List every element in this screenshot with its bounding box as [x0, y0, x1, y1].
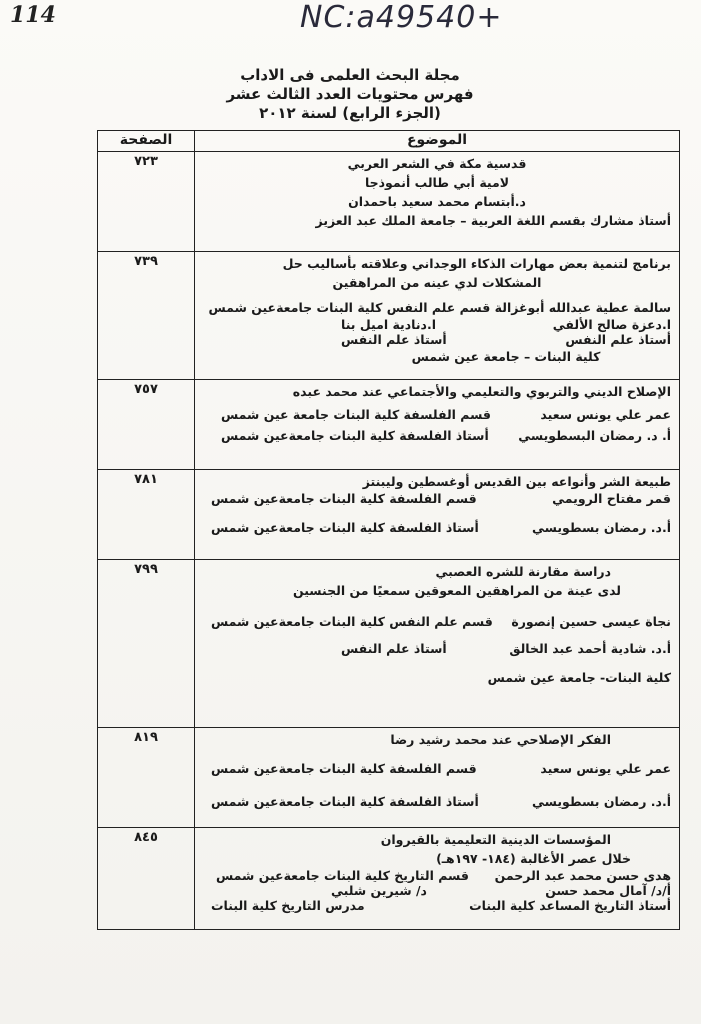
supervisor-affiliation: أستاذ الفلسفة كلية البنات جامعةعين شمس	[221, 428, 489, 443]
table-row	[98, 828, 680, 930]
issue-part: (الجزء الرابع) لسنة ٢٠١٢	[259, 104, 441, 122]
article-title: قدسية مكة في الشعر العربي	[347, 156, 527, 171]
article-title: الإصلاح الديني والتربوي والتعليمي والأجتماعي عند محمد عبده	[292, 384, 671, 399]
author-row	[216, 868, 671, 883]
author-name: د.أبتسام محمد سعيد باحمدان	[348, 194, 526, 209]
article-title-cont: لدى عينة من المراهقين المعوقين سمعيًا من الجنسين	[292, 583, 621, 598]
table-row	[98, 470, 680, 560]
author-affiliation: قسم الفلسفة كلية البنات جامعةعين شمس	[211, 761, 477, 776]
author-affiliation: أستاذ مشارك بقسم اللغة العربية – جامعة الملك عبد العزيز	[315, 213, 671, 228]
author-affiliation: قسم الفلسفة كلية البنات جامعةعين شمس	[211, 491, 477, 506]
author-name: هدى حسن محمد عبد الرحمن	[494, 868, 671, 883]
page-number: ٨١٩	[98, 728, 195, 828]
supervisors-row	[331, 883, 671, 898]
author-affiliation: قسم الفلسفة كلية البنات جامعة عين شمس	[221, 407, 491, 422]
article-title: طبيعة الشر وأنواعه بين القديس أوغسطين وليبنتز	[362, 474, 671, 489]
supervisor-title: مدرس التاريخ كلية البنات	[211, 898, 365, 913]
table-row	[98, 560, 680, 728]
article-subtitle: لامية أبي طالب أنموذجا	[364, 175, 510, 190]
author-row	[211, 614, 671, 629]
supervisors-row	[341, 317, 671, 332]
supervisor-name: أ. د. رمضان البسطويسي	[518, 428, 671, 443]
subject-cell	[195, 252, 680, 380]
supervisor-row	[341, 641, 671, 656]
subject-cell	[195, 560, 680, 728]
page-number: ٧٨١	[98, 470, 195, 560]
handwritten-page-mark: 114	[10, 2, 56, 28]
author-row	[211, 491, 671, 506]
contents-table	[97, 130, 680, 930]
article-title: دراسة مقارنة للشره العصبي	[435, 564, 611, 579]
author-name: عمر علي يونس سعيد	[540, 407, 671, 422]
supervisor-row	[211, 794, 671, 809]
author-row	[211, 761, 671, 776]
supervisor-row	[221, 428, 671, 443]
supervisor-name: أ.د. رمضان بسطويسي	[531, 794, 671, 809]
table-header-row	[98, 131, 680, 152]
supervisor-name: أ.د. رمضان بسطويسي	[531, 520, 671, 535]
supervisor-titles-row	[211, 898, 671, 913]
article-title: برنامج لتنمية بعض مهارات الذكاء الوجداني وعلاقته بأساليب حل	[282, 256, 671, 271]
journal-title: مجلة البحث العلمى فى الاداب	[240, 66, 460, 84]
handwritten-catalog-number: NC:a49540+	[300, 0, 503, 35]
page-number: ٧٥٧	[98, 380, 195, 470]
article-title: المؤسسات الدينية التعليمية بالقيروان	[380, 832, 611, 847]
supervisor-title: أستاذ علم النفس	[341, 641, 447, 656]
author-name: نجاة عيسى حسين إنصورة	[511, 614, 671, 629]
author-name: قمر مفتاح الرويمي	[552, 491, 671, 506]
article-title-cont: خلال عصر الأغالبة (١٨٤- ١٩٧هـ)	[436, 851, 631, 866]
subject-column-header: الموضوع	[195, 131, 680, 152]
table-row	[98, 252, 680, 380]
article-title-cont: المشكلات لدي عينه من المراهقين	[332, 275, 542, 290]
table-row	[98, 152, 680, 252]
author-name: سالمة عطية عبدالله أبوغزالة قسم علم النفس كلية البنات جامعةعين شمس	[208, 300, 671, 315]
supervisor-name: ا.دنادية اميل بنا	[341, 317, 437, 332]
supervisor-row	[211, 520, 671, 535]
supervisor-name: ا.دعزة صالح الألفي	[552, 317, 671, 332]
supervisor-title: أستاذ علم النفس	[565, 332, 671, 347]
table-row	[98, 728, 680, 828]
document-header	[100, 66, 600, 123]
supervisor-titles-row	[341, 332, 671, 347]
faculty-line: كلية البنات – جامعة عين شمس	[411, 349, 601, 364]
table-row	[98, 380, 680, 470]
supervisor-name: أ/د/ آمال محمد حسن	[545, 883, 671, 898]
supervisor-name: أ.د. شادية أحمد عبد الخالق	[509, 641, 671, 656]
faculty-line: كلية البنات- جامعة عين شمس	[487, 670, 671, 685]
author-row	[221, 407, 671, 422]
subject-cell	[195, 728, 680, 828]
supervisor-affiliation: أستاذ الفلسفة كلية البنات جامعةعين شمس	[211, 520, 479, 535]
author-affiliation: قسم علم النفس كلية البنات جامعةعين شمس	[211, 614, 493, 629]
page-number: ٧٣٩	[98, 252, 195, 380]
subject-cell	[195, 828, 680, 930]
author-affiliation: قسم التاريخ كلية البنات جامعةعين شمس	[216, 868, 469, 883]
subject-cell	[195, 470, 680, 560]
subject-cell	[195, 152, 680, 252]
page-number: ٨٤٥	[98, 828, 195, 930]
article-title: الفكر الإصلاحي عند محمد رشيد رضا	[390, 732, 611, 747]
page-number: ٧٢٣	[98, 152, 195, 252]
supervisor-title: أستاذ التاريخ المساعد كلية البنات	[469, 898, 671, 913]
toc-title: فهرس محتويات العدد الثالث عشر	[226, 85, 474, 103]
supervisor-name: د/ شيرين شلبي	[331, 883, 427, 898]
page-column-header: الصفحة	[98, 131, 195, 152]
author-name: عمر علي يونس سعيد	[540, 761, 671, 776]
supervisor-affiliation: أستاذ الفلسفة كلية البنات جامعةعين شمس	[211, 794, 479, 809]
supervisor-title: أستاذ علم النفس	[341, 332, 447, 347]
page-number: ٧٩٩	[98, 560, 195, 728]
subject-cell	[195, 380, 680, 470]
